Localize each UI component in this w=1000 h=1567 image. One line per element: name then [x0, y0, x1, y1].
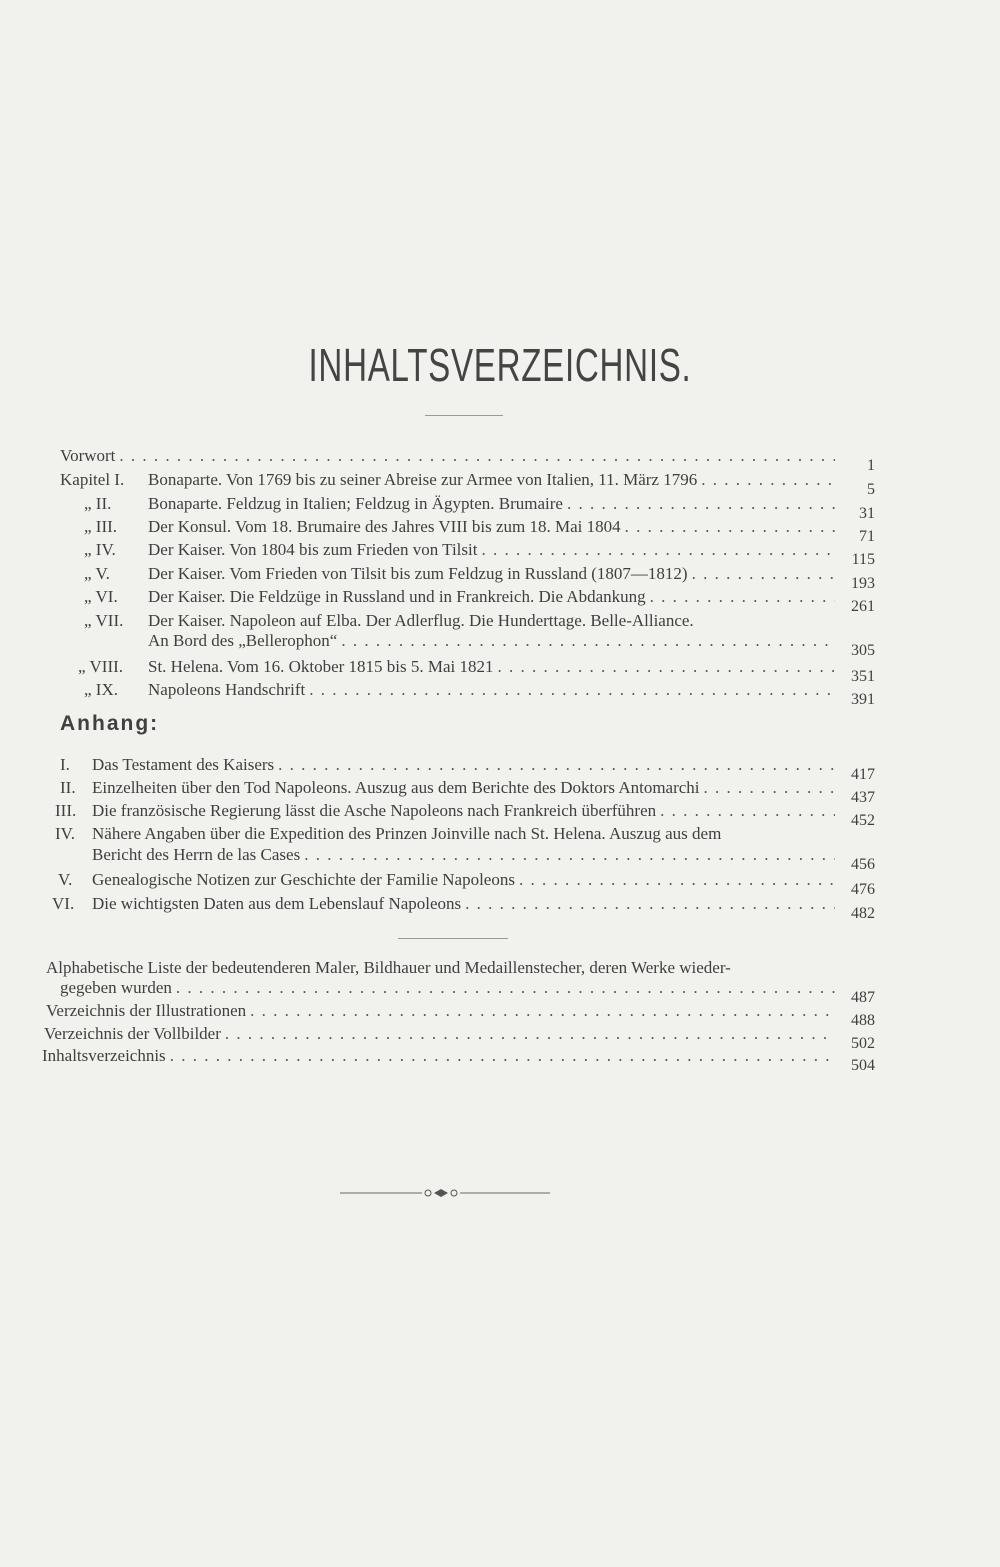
toc-entry[interactable] — [92, 845, 875, 873]
page-number: 391 — [851, 691, 875, 708]
entry-text: St. Helena. Vom 16. Oktober 1815 bis 5. Mai 1821 — [148, 657, 494, 676]
leader-dots — [304, 845, 835, 865]
entry-number: V. — [58, 870, 73, 889]
entry-number: VII. — [95, 611, 124, 630]
toc-entry[interactable] — [42, 1046, 875, 1074]
entry-text: An Bord des „Bellerophon“ — [148, 631, 338, 650]
entry-text: Genealogische Notizen zur Geschichte der Familie Napoleons — [92, 870, 515, 889]
toc-entry[interactable] — [84, 494, 875, 522]
entry-number: VI. — [52, 894, 75, 913]
toc-entry[interactable] — [84, 564, 875, 592]
entry-text: Bonaparte. Feldzug in Italien; Feldzug in Ägypten. Brumaire — [148, 494, 563, 513]
entry-text: Der Kaiser. Von 1804 bis zum Frieden von Tilsit — [148, 540, 478, 559]
leader-dots — [225, 1024, 835, 1044]
entry-number: III. — [95, 517, 118, 536]
entry-text: Das Testament des Kaisers — [92, 755, 275, 774]
entry-text: Nähere Angaben über die Expedition des Prinzen Joinville nach St. Helena. Auszug aus dem — [92, 824, 722, 843]
toc-entry[interactable] — [84, 540, 875, 568]
toc-entry[interactable] — [60, 778, 875, 806]
page-number: 5 — [867, 481, 875, 498]
toc-entry[interactable] — [55, 824, 875, 844]
entry-number: V. — [95, 564, 110, 583]
entry-label: „ — [84, 587, 92, 606]
leader-dots — [567, 494, 835, 514]
page-number: 488 — [851, 1012, 875, 1029]
page-number: 261 — [851, 598, 875, 615]
entry-number: I. — [114, 470, 125, 489]
entry-text: Verzeichnis der Illustrationen — [46, 1001, 247, 1020]
toc-entry[interactable] — [148, 631, 875, 659]
entry-number: III. — [55, 801, 77, 820]
section-divider — [398, 938, 508, 939]
entry-number: II. — [60, 778, 76, 797]
leader-dots — [119, 446, 835, 466]
leader-dots — [704, 778, 835, 798]
entry-label: „ — [84, 517, 92, 536]
leader-dots — [278, 755, 835, 775]
page-number: 476 — [851, 881, 875, 898]
toc-entry[interactable] — [46, 958, 875, 978]
toc-entry[interactable] — [84, 587, 875, 615]
title-divider — [425, 415, 503, 416]
entry-text: Die wichtigsten Daten aus dem Lebenslauf Napoleons — [92, 894, 462, 913]
page-number: 482 — [851, 905, 875, 922]
entry-number: I. — [60, 755, 70, 774]
entry-number: IV. — [55, 824, 75, 843]
page-number: 504 — [851, 1057, 875, 1074]
toc-entry[interactable] — [46, 1001, 875, 1029]
ornament-icon — [340, 1186, 550, 1200]
leader-dots — [481, 540, 835, 560]
entry-number: II. — [95, 494, 112, 513]
toc-entry[interactable] — [60, 978, 875, 1006]
toc-entry[interactable] — [55, 801, 875, 829]
page-number: 71 — [859, 528, 875, 545]
leader-dots — [176, 978, 835, 998]
appendix-heading: Anhang: — [60, 712, 160, 735]
toc-entry[interactable] — [84, 517, 875, 545]
page-number: 1 — [867, 457, 875, 474]
toc-entry[interactable] — [58, 870, 875, 898]
entry-text: gegeben wurden — [60, 978, 172, 997]
entry-text: Inhaltsverzeichnis — [42, 1046, 166, 1065]
page-number: 502 — [851, 1035, 875, 1052]
entry-label: „ — [84, 540, 92, 559]
leader-dots — [519, 870, 835, 890]
toc-entry[interactable] — [52, 894, 875, 922]
leader-dots — [309, 680, 835, 700]
entry-text: Verzeichnis der Vollbilder — [44, 1024, 221, 1043]
entry-text: Die französische Regierung lässt die Asche Napoleons nach Frankreich überführen — [92, 801, 657, 820]
entry-number: VIII. — [89, 657, 124, 676]
entry-label: Kapitel — [60, 470, 111, 489]
entry-text: Napoleons Handschrift — [148, 680, 306, 699]
leader-dots — [650, 587, 835, 607]
page-number: 115 — [851, 551, 875, 568]
entry-label: „ — [78, 657, 86, 676]
toc-entry[interactable] — [84, 611, 875, 631]
page-number: 193 — [851, 575, 875, 592]
toc-entry[interactable] — [60, 446, 875, 474]
page-number: 305 — [851, 642, 875, 659]
page-number: 487 — [851, 989, 875, 1006]
page-number: 31 — [859, 505, 875, 522]
leader-dots — [692, 564, 835, 584]
entry-label: „ — [84, 564, 92, 583]
entry-number: IV. — [95, 540, 116, 559]
entry-number: IX. — [95, 680, 118, 699]
leader-dots — [498, 657, 836, 677]
entry-text: Alphabetische Liste der bedeutenderen Maler, Bildhauer und Medaillenstecher, deren Werke wieder- — [46, 958, 731, 977]
leader-dots — [465, 894, 835, 914]
entry-text: Bericht des Herrn de las Cases — [92, 845, 301, 864]
toc-entry[interactable] — [60, 470, 875, 498]
entry-text: Der Konsul. Vom 18. Brumaire des Jahres VIII bis zum 18. Mai 1804 — [148, 517, 621, 536]
toc-entry[interactable] — [78, 657, 875, 685]
entry-label: „ — [84, 494, 92, 513]
page-number: 437 — [851, 789, 875, 806]
entry-number: VI. — [95, 587, 118, 606]
page-number: 456 — [851, 856, 875, 873]
entry-text: Bonaparte. Von 1769 bis zu seiner Abreise zur Armee von Italien, 11. März 1796 — [148, 470, 698, 489]
entry-text: Der Kaiser. Die Feldzüge in Russland und in Frankreich. Die Abdankung — [148, 587, 646, 606]
page-title: INHALTSVERZEICHNIS. — [308, 339, 692, 391]
entry-label: „ — [84, 611, 92, 630]
page-number: 452 — [851, 812, 875, 829]
entry-text: Der Kaiser. Vom Frieden von Tilsit bis zum Feldzug in Russland (1807—1812) — [148, 564, 688, 583]
entry-text: Vorwort — [60, 446, 116, 465]
entry-label: „ — [84, 680, 92, 699]
leader-dots — [701, 470, 835, 490]
toc-entry[interactable] — [84, 680, 875, 708]
page-number: 351 — [851, 668, 875, 685]
leader-dots — [250, 1001, 835, 1021]
leader-dots — [341, 631, 835, 651]
leader-dots — [625, 517, 835, 537]
entry-text: Der Kaiser. Napoleon auf Elba. Der Adlerflug. Die Hunderttage. Belle-Alliance. — [148, 611, 694, 630]
toc-entry[interactable] — [60, 755, 875, 783]
entry-text: Einzelheiten über den Tod Napoleons. Auszug aus dem Berichte des Doktors Antomarchi — [92, 778, 700, 797]
leader-dots — [660, 801, 835, 821]
leader-dots — [170, 1046, 835, 1066]
page-number: 417 — [851, 766, 875, 783]
toc-entry[interactable] — [44, 1024, 875, 1052]
